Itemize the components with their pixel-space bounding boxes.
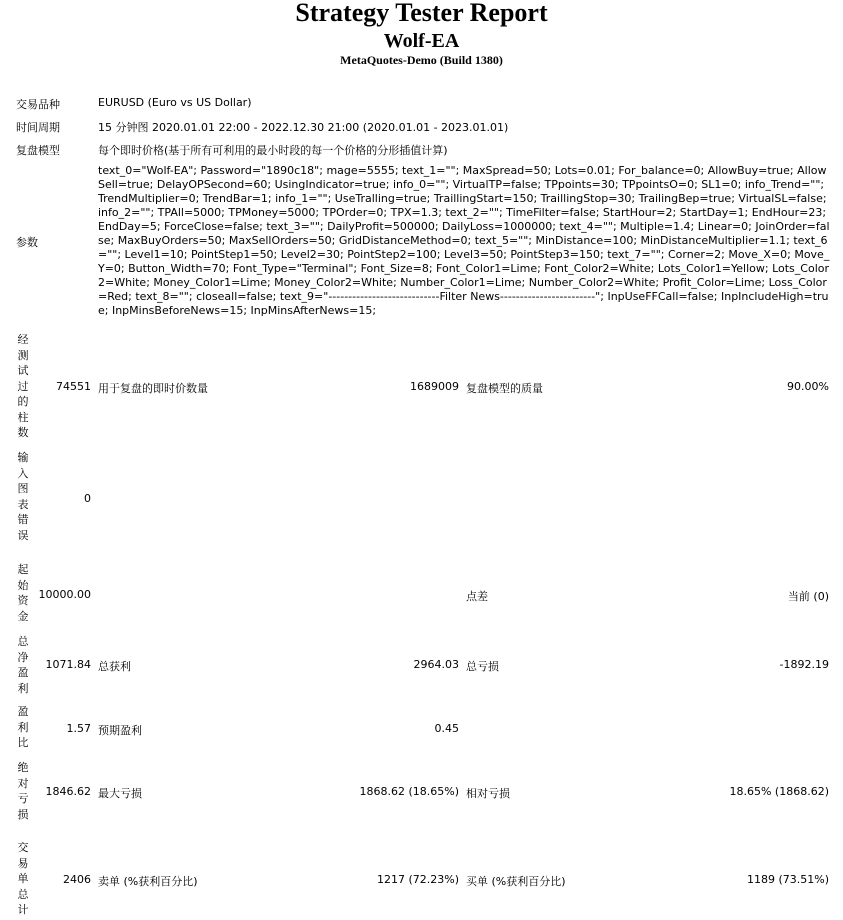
short-positions-value: 1217 (72.23%) xyxy=(376,873,459,886)
ticks-label: 用于复盘的即时价数量 xyxy=(98,382,208,395)
net-profit-label: 总净盈利 xyxy=(17,635,29,695)
expected-payoff-value: 0.45 xyxy=(434,722,459,735)
net-profit-row xyxy=(0,634,843,698)
errors-label: 输入图表错误 xyxy=(17,451,29,542)
bars-label: 经测试过的柱数 xyxy=(17,333,29,439)
trades-row xyxy=(0,840,843,920)
server-info: MetaQuotes-Demo (Build 1380) xyxy=(340,53,503,67)
maximal-drawdown-label: 最大亏损 xyxy=(98,787,142,800)
quality-value: 90.00% xyxy=(787,380,829,393)
absolute-drawdown-label: 绝对亏损 xyxy=(17,761,29,821)
deposit-label: 起始资金 xyxy=(17,563,29,623)
quality-label: 复盘模型的质量 xyxy=(466,382,543,395)
absolute-drawdown-value: 1846.62 xyxy=(45,785,91,798)
total-trades-value: 2406 xyxy=(63,873,91,886)
maximal-drawdown-value: 1868.62 (18.65%) xyxy=(359,785,459,798)
deposit-row xyxy=(0,562,843,626)
ticks-value: 1689009 xyxy=(410,380,459,393)
errors-row xyxy=(0,450,843,546)
model-value: 每个即时价格(基于所有可利用的最小时段的每一个价格的分形插值计算) xyxy=(98,144,448,157)
net-profit-value: 1071.84 xyxy=(45,658,91,671)
long-positions-label: 买单 (%获利百分比) xyxy=(466,875,566,888)
bars-row xyxy=(0,332,843,444)
short-positions-label: 卖单 (%获利百分比) xyxy=(98,875,198,888)
period-value: 15 分钟图 2020.01.01 22:00 - 2022.12.30 21:00 (2020.01.01 - 2023.01.01) xyxy=(98,121,509,134)
gross-profit-label: 总获利 xyxy=(98,660,131,673)
expected-payoff-label: 预期盈利 xyxy=(98,724,142,737)
deposit-value: 10000.00 xyxy=(38,588,91,601)
long-positions-value: 1189 (73.51%) xyxy=(746,873,829,886)
gross-loss-value: -1892.19 xyxy=(779,658,829,671)
params-label: 参数 xyxy=(16,236,38,249)
profit-factor-value: 1.57 xyxy=(66,722,91,735)
relative-drawdown-label: 相对亏损 xyxy=(466,787,510,800)
params-value: text_0="Wolf-EA"; Password="1890c18"; mage=5555; text_1=""; MaxSpread=50; Lots=0.01; For_balance=0; AllowBuy=true; AllowSell=true; DelayOPSecond=60; UsingIndicator=true; info_0=""; VirtualTP=false; TPpoints=30; TPpointsO=0; SL1=0; info_Trend=""; TrendMultiplier=0; TrendBar=1; info_1=""; UseTralling=true; TraillingStart=150; TraillingStop=30; TrailingBep=true; VirtualSL=false; info_2=""; TPAll=5000; TPMoney=5000; TPOrder=0; TPX=1.3; text_2=""; TimeFilter=false; StartHour=2; StartDay=1; EndHour=23; EndDay=5; ForceClose=false; text_3=""; DailyProfit=500000; DailyLoss=1000000; text_4=""; Multiple=1.4; Linear=0; JoinOrder=false; MaxBuyOrders=50; MaxSellOrders=50; GridDistanceMethod=0; text_5=""; MinDistance=100; MinDistanceMultiplier=1.1; text_6=""; Level1=10; PointStep1=50; Level2=30; PointStep2=100; Level3=50; PointStep3=150; text_7=""; Corner=2; Move_X=0; Move_Y=0; Button_Width=70; Font_Type="Terminal"; Font_Size=8; Font_Color1=Lime; Font_Color2=White; Lots_Color1=Yellow; Lots_Color2=White; Money_Color1=Lime; Money_Color2=White; Number_Color1=Lime; Number_Color2=White; Profit_Color=Lime; Loss_Color=Red; text_8=""; closeall=false; text_9="----------------------------Filter News------------------------"; InpUseFFCall=false; InpIncludeHigh=true; InpMinsBeforeNews=15; InpMinsAfterNews=15; xyxy=(98,164,830,317)
spread-label: 点差 xyxy=(466,590,488,603)
report-title: Strategy Tester Report xyxy=(295,0,548,27)
symbol-value: EURUSD (Euro vs US Dollar) xyxy=(98,96,252,109)
relative-drawdown-value: 18.65% (1868.62) xyxy=(729,785,829,798)
gross-loss-label: 总亏损 xyxy=(466,660,499,673)
errors-value: 0 xyxy=(84,492,91,505)
total-trades-label: 交易单总计 xyxy=(17,841,29,916)
report-header xyxy=(0,0,843,68)
profit-factor-row xyxy=(0,704,843,752)
spread-value: 当前 (0) xyxy=(787,590,829,603)
drawdown-row xyxy=(0,760,843,824)
period-label: 时间周期 xyxy=(16,121,60,134)
gross-profit-value: 2964.03 xyxy=(413,658,459,671)
symbol-label: 交易品种 xyxy=(16,98,60,111)
profit-factor-label: 盈利比 xyxy=(17,705,29,749)
model-label: 复盘模型 xyxy=(16,144,60,157)
expert-name: Wolf-EA xyxy=(383,30,460,52)
bars-value: 74551 xyxy=(56,380,91,393)
